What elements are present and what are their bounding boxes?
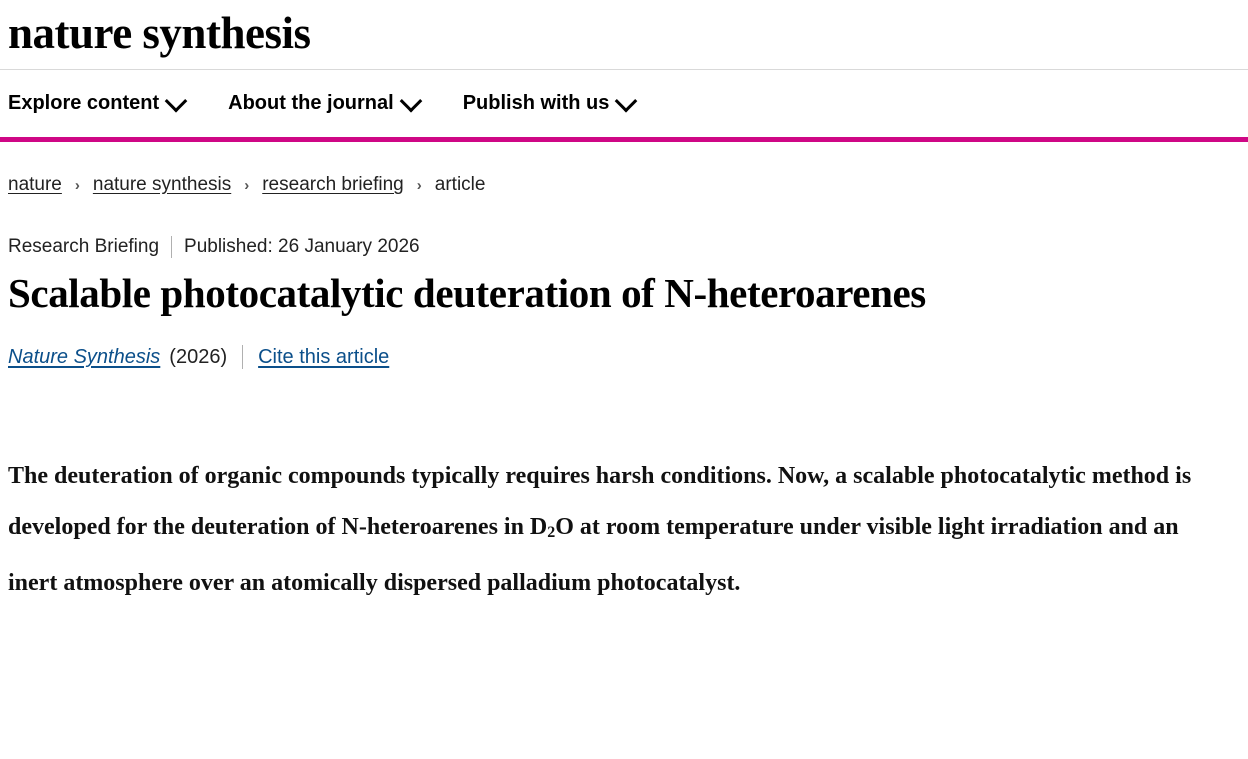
page-title: Scalable photocatalytic deuteration of N-heteroarenes [8,270,926,316]
nav-item-explore-content[interactable] [8,92,184,115]
breadcrumb [8,174,1240,196]
main-navigation [0,70,1248,142]
chevron-down-icon [165,89,188,112]
article-standfirst [8,451,1233,609]
nav-item-label: About the journal [228,92,394,114]
cite-this-article-link[interactable]: Cite this article [258,345,390,368]
chevron-down-icon [399,89,422,112]
meta-divider [171,236,172,258]
breadcrumb-item-research-briefing[interactable]: research briefing [262,174,404,195]
nav-item-about-the-journal[interactable] [228,92,419,115]
page-content [0,174,1248,609]
published-date: Published: 26 January 2026 [184,236,420,257]
journal-link[interactable]: Nature Synthesis [8,345,161,368]
nav-item-label: Publish with us [462,92,610,114]
site-logo[interactable]: nature synthesis [8,8,311,58]
article-citation [8,345,1240,369]
nav-item-publish-with-us[interactable] [463,92,635,115]
breadcrumb-item-article: article [434,174,486,195]
article-type: Research Briefing [8,236,160,257]
breadcrumb-separator-icon: › [416,176,422,194]
standfirst-text-part-1: The deuteration of organic compounds typically requires harsh conditions. Now, a scalable photocatalytic method is developed for the deuteration of N-heteroarenes in D [8,463,1192,541]
citation-divider [242,345,243,369]
article-meta [8,236,1240,258]
breadcrumb-item-nature[interactable]: nature [8,174,62,195]
publication-year: (2026) [169,345,228,368]
site-masthead [0,0,1248,70]
nav-item-label: Explore content [8,92,160,114]
standfirst-text-part-2: O at room temperature under visible light irradiation and an inert atmosphere over an atomically dispersed palladium photocatalyst. [8,514,1179,597]
breadcrumb-separator-icon: › [244,176,250,194]
breadcrumb-item-nature-synthesis[interactable]: nature synthesis [92,174,232,195]
standfirst-subscript: 2 [547,524,556,542]
chevron-down-icon [615,89,638,112]
breadcrumb-separator-icon: › [74,176,80,194]
